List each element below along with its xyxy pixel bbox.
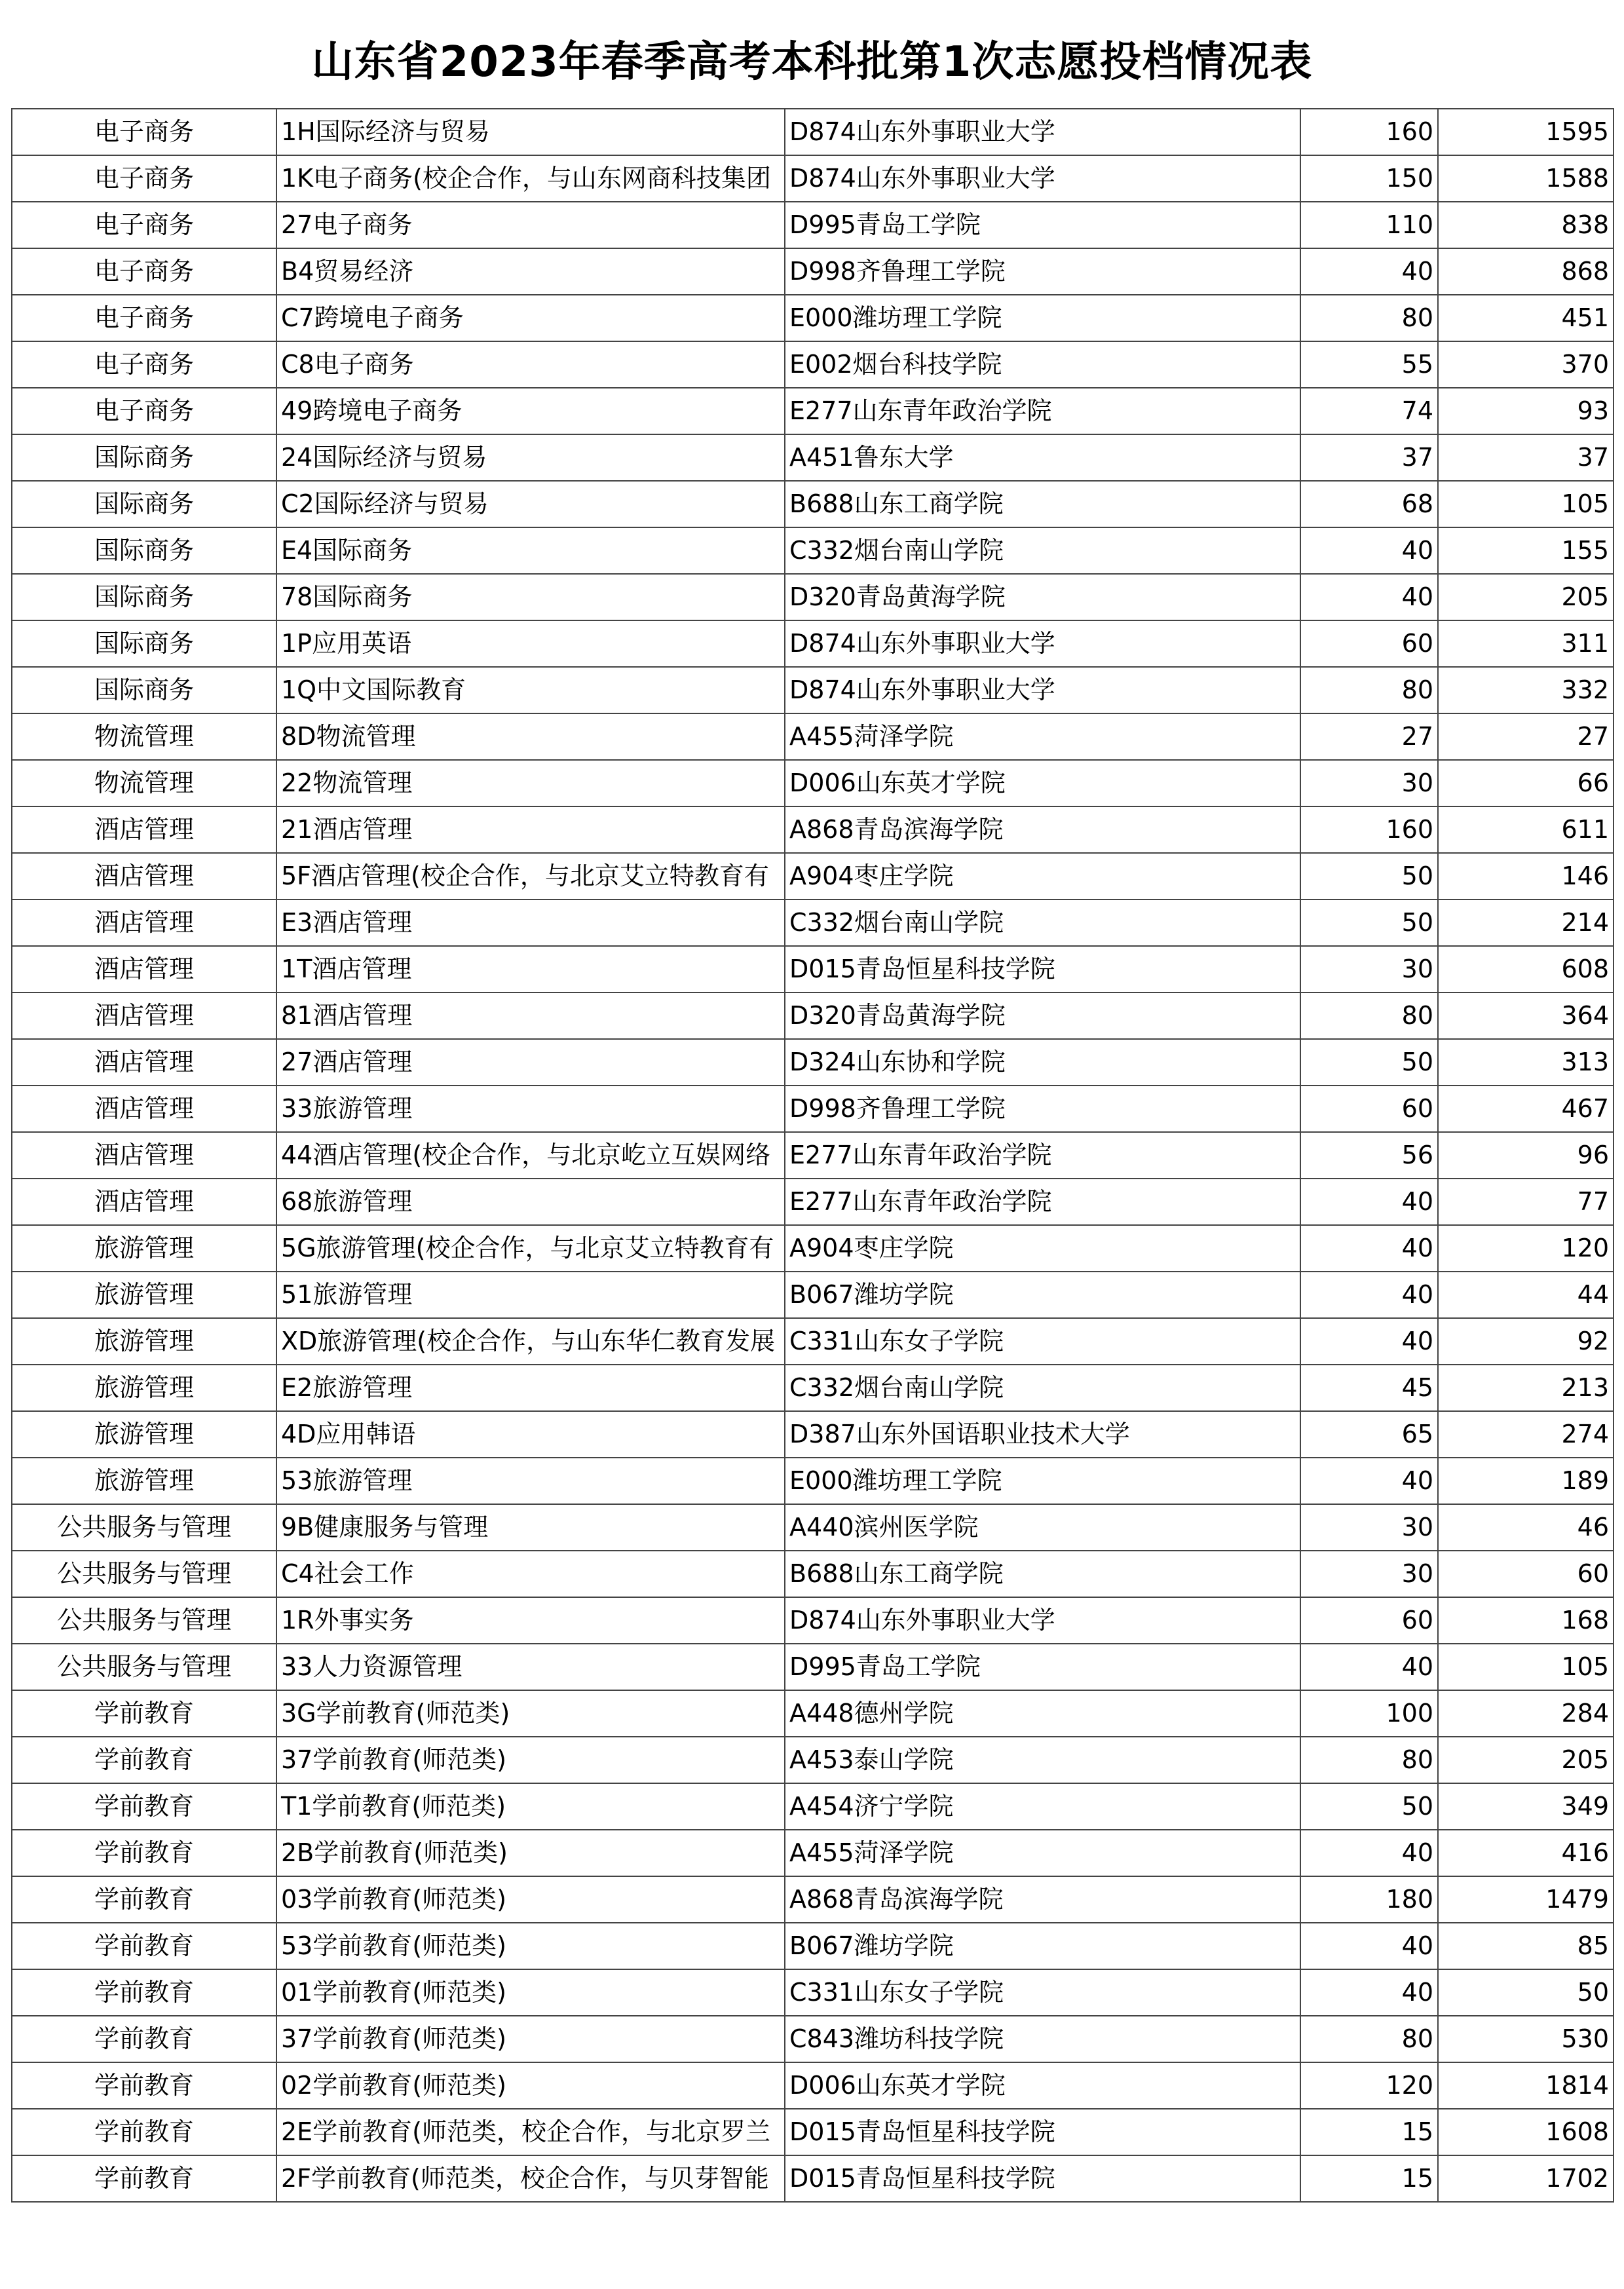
major-cell: 44酒店管理(校企合作，与北京屹立互娱网络 [276, 1132, 785, 1179]
table-row [12, 853, 1614, 899]
plan-count-cell: 50 [1300, 899, 1438, 946]
lowest-rank-cell: 530 [1438, 2016, 1614, 2062]
table-row [12, 574, 1614, 620]
table-row [12, 2016, 1614, 2062]
table-row [12, 388, 1614, 434]
major-cell: 21酒店管理 [276, 806, 785, 853]
plan-count-cell: 80 [1300, 2016, 1438, 2062]
major-cell: 24国际经济与贸易 [276, 434, 785, 481]
school-cell: D998齐鲁理工学院 [785, 248, 1300, 295]
category-cell: 电子商务 [12, 341, 276, 388]
table-row [12, 341, 1614, 388]
lowest-rank-cell: 611 [1438, 806, 1614, 853]
lowest-rank-cell: 105 [1438, 1644, 1614, 1690]
table-row [12, 1318, 1614, 1365]
category-cell: 学前教育 [12, 1783, 276, 1830]
plan-count-cell: 55 [1300, 341, 1438, 388]
lowest-rank-cell: 44 [1438, 1272, 1614, 1318]
major-cell: 27酒店管理 [276, 1039, 785, 1086]
lowest-rank-cell: 332 [1438, 667, 1614, 713]
table-row [12, 946, 1614, 993]
lowest-rank-cell: 311 [1438, 620, 1614, 667]
table-row [12, 2062, 1614, 2109]
school-cell: D874山东外事职业大学 [785, 667, 1300, 713]
category-cell: 国际商务 [12, 434, 276, 481]
lowest-rank-cell: 608 [1438, 946, 1614, 993]
school-cell: D320青岛黄海学院 [785, 574, 1300, 620]
school-cell: E277山东青年政治学院 [785, 388, 1300, 434]
plan-count-cell: 40 [1300, 1969, 1438, 2016]
table-row [12, 1876, 1614, 1923]
plan-count-cell: 56 [1300, 1132, 1438, 1179]
school-cell: D998齐鲁理工学院 [785, 1086, 1300, 1132]
lowest-rank-cell: 370 [1438, 341, 1614, 388]
category-cell: 酒店管理 [12, 853, 276, 899]
lowest-rank-cell: 96 [1438, 1132, 1614, 1179]
category-cell: 公共服务与管理 [12, 1551, 276, 1597]
category-cell: 旅游管理 [12, 1272, 276, 1318]
lowest-rank-cell: 50 [1438, 1969, 1614, 2016]
plan-count-cell: 40 [1300, 1830, 1438, 1876]
plan-count-cell: 37 [1300, 434, 1438, 481]
category-cell: 学前教育 [12, 2109, 276, 2155]
plan-count-cell: 40 [1300, 527, 1438, 574]
category-cell: 酒店管理 [12, 899, 276, 946]
school-cell: E000潍坊理工学院 [785, 295, 1300, 341]
table-row [12, 1272, 1614, 1318]
plan-count-cell: 150 [1300, 155, 1438, 202]
plan-count-cell: 30 [1300, 1504, 1438, 1551]
table-row [12, 1365, 1614, 1411]
category-cell: 旅游管理 [12, 1225, 276, 1272]
plan-count-cell: 60 [1300, 1597, 1438, 1644]
plan-count-cell: 60 [1300, 620, 1438, 667]
table-row [12, 1690, 1614, 1737]
lowest-rank-cell: 467 [1438, 1086, 1614, 1132]
school-cell: E002烟台科技学院 [785, 341, 1300, 388]
major-cell: 01学前教育(师范类) [276, 1969, 785, 2016]
school-cell: D015青岛恒星科技学院 [785, 946, 1300, 993]
lowest-rank-cell: 284 [1438, 1690, 1614, 1737]
school-cell: D324山东协和学院 [785, 1039, 1300, 1086]
school-cell: A448德州学院 [785, 1690, 1300, 1737]
school-cell: D320青岛黄海学院 [785, 993, 1300, 1039]
table-row [12, 1179, 1614, 1225]
school-cell: D874山东外事职业大学 [785, 1597, 1300, 1644]
major-cell: 78国际商务 [276, 574, 785, 620]
school-cell: D874山东外事职业大学 [785, 620, 1300, 667]
table-row [12, 1551, 1614, 1597]
table-row [12, 1132, 1614, 1179]
lowest-rank-cell: 416 [1438, 1830, 1614, 1876]
lowest-rank-cell: 77 [1438, 1179, 1614, 1225]
lowest-rank-cell: 85 [1438, 1923, 1614, 1969]
plan-count-cell: 15 [1300, 2109, 1438, 2155]
plan-count-cell: 45 [1300, 1365, 1438, 1411]
table-row [12, 1039, 1614, 1086]
table-row [12, 667, 1614, 713]
school-cell: E277山东青年政治学院 [785, 1179, 1300, 1225]
plan-count-cell: 80 [1300, 993, 1438, 1039]
plan-count-cell: 40 [1300, 1923, 1438, 1969]
plan-count-cell: 40 [1300, 1272, 1438, 1318]
major-cell: 1T酒店管理 [276, 946, 785, 993]
plan-count-cell: 40 [1300, 1179, 1438, 1225]
category-cell: 学前教育 [12, 1969, 276, 2016]
school-cell: B688山东工商学院 [785, 1551, 1300, 1597]
school-cell: A904枣庄学院 [785, 853, 1300, 899]
category-cell: 公共服务与管理 [12, 1504, 276, 1551]
school-cell: A455菏泽学院 [785, 1830, 1300, 1876]
table-row [12, 993, 1614, 1039]
school-cell: C331山东女子学院 [785, 1318, 1300, 1365]
category-cell: 电子商务 [12, 109, 276, 155]
table-row [12, 1597, 1614, 1644]
category-cell: 学前教育 [12, 1737, 276, 1783]
category-cell: 学前教育 [12, 2155, 276, 2202]
major-cell: 2B学前教育(师范类) [276, 1830, 785, 1876]
plan-count-cell: 100 [1300, 1690, 1438, 1737]
school-cell: A904枣庄学院 [785, 1225, 1300, 1272]
table-row [12, 1411, 1614, 1458]
major-cell: 22物流管理 [276, 760, 785, 806]
major-cell: 4D应用韩语 [276, 1411, 785, 1458]
major-cell: 27电子商务 [276, 202, 785, 248]
school-cell: A455菏泽学院 [785, 713, 1300, 760]
plan-count-cell: 50 [1300, 1039, 1438, 1086]
school-cell: A440滨州医学院 [785, 1504, 1300, 1551]
plan-count-cell: 74 [1300, 388, 1438, 434]
school-cell: A453泰山学院 [785, 1737, 1300, 1783]
school-cell: B688山东工商学院 [785, 481, 1300, 527]
major-cell: 81酒店管理 [276, 993, 785, 1039]
category-cell: 学前教育 [12, 2062, 276, 2109]
major-cell: E4国际商务 [276, 527, 785, 574]
major-cell: E3酒店管理 [276, 899, 785, 946]
table-body [12, 109, 1614, 2202]
lowest-rank-cell: 93 [1438, 388, 1614, 434]
plan-count-cell: 40 [1300, 1458, 1438, 1504]
lowest-rank-cell: 205 [1438, 574, 1614, 620]
major-cell: 37学前教育(师范类) [276, 2016, 785, 2062]
school-cell: C332烟台南山学院 [785, 1365, 1300, 1411]
table-row [12, 295, 1614, 341]
category-cell: 国际商务 [12, 574, 276, 620]
lowest-rank-cell: 189 [1438, 1458, 1614, 1504]
plan-count-cell: 68 [1300, 481, 1438, 527]
category-cell: 学前教育 [12, 1690, 276, 1737]
plan-count-cell: 40 [1300, 1644, 1438, 1690]
plan-count-cell: 160 [1300, 806, 1438, 853]
table-row [12, 155, 1614, 202]
school-cell: D015青岛恒星科技学院 [785, 2109, 1300, 2155]
major-cell: B4贸易经济 [276, 248, 785, 295]
category-cell: 公共服务与管理 [12, 1644, 276, 1690]
plan-count-cell: 50 [1300, 853, 1438, 899]
lowest-rank-cell: 27 [1438, 713, 1614, 760]
plan-count-cell: 30 [1300, 760, 1438, 806]
category-cell: 旅游管理 [12, 1318, 276, 1365]
major-cell: 1Q中文国际教育 [276, 667, 785, 713]
category-cell: 电子商务 [12, 155, 276, 202]
category-cell: 国际商务 [12, 527, 276, 574]
plan-count-cell: 160 [1300, 109, 1438, 155]
table-row [12, 109, 1614, 155]
lowest-rank-cell: 120 [1438, 1225, 1614, 1272]
category-cell: 国际商务 [12, 667, 276, 713]
school-cell: D995青岛工学院 [785, 202, 1300, 248]
category-cell: 电子商务 [12, 388, 276, 434]
lowest-rank-cell: 205 [1438, 1737, 1614, 1783]
plan-count-cell: 30 [1300, 946, 1438, 993]
category-cell: 酒店管理 [12, 1179, 276, 1225]
table-row [12, 1504, 1614, 1551]
plan-count-cell: 50 [1300, 1783, 1438, 1830]
school-cell: D387山东外国语职业技术大学 [785, 1411, 1300, 1458]
school-cell: D006山东英才学院 [785, 2062, 1300, 2109]
lowest-rank-cell: 1595 [1438, 109, 1614, 155]
lowest-rank-cell: 214 [1438, 899, 1614, 946]
major-cell: 9B健康服务与管理 [276, 1504, 785, 1551]
school-cell: A451鲁东大学 [785, 434, 1300, 481]
category-cell: 物流管理 [12, 760, 276, 806]
major-cell: 49跨境电子商务 [276, 388, 785, 434]
school-cell: A868青岛滨海学院 [785, 1876, 1300, 1923]
category-cell: 酒店管理 [12, 946, 276, 993]
lowest-rank-cell: 313 [1438, 1039, 1614, 1086]
plan-count-cell: 120 [1300, 2062, 1438, 2109]
school-cell: D015青岛恒星科技学院 [785, 2155, 1300, 2202]
admission-table [11, 108, 1614, 2203]
lowest-rank-cell: 146 [1438, 853, 1614, 899]
school-cell: E000潍坊理工学院 [785, 1458, 1300, 1504]
category-cell: 旅游管理 [12, 1411, 276, 1458]
major-cell: C7跨境电子商务 [276, 295, 785, 341]
major-cell: 37学前教育(师范类) [276, 1737, 785, 1783]
school-cell: D874山东外事职业大学 [785, 109, 1300, 155]
page-title: 山东省2023年春季高考本科批第1次志愿投档情况表 [311, 38, 1313, 86]
category-cell: 酒店管理 [12, 1039, 276, 1086]
table-row [12, 1458, 1614, 1504]
school-cell: C332烟台南山学院 [785, 899, 1300, 946]
table-row [12, 2155, 1614, 2202]
table-row [12, 620, 1614, 667]
table-row [12, 202, 1614, 248]
plan-count-cell: 180 [1300, 1876, 1438, 1923]
major-cell: C4社会工作 [276, 1551, 785, 1597]
lowest-rank-cell: 66 [1438, 760, 1614, 806]
lowest-rank-cell: 1588 [1438, 155, 1614, 202]
plan-count-cell: 60 [1300, 1086, 1438, 1132]
category-cell: 物流管理 [12, 713, 276, 760]
table-row [12, 527, 1614, 574]
school-cell: C843潍坊科技学院 [785, 2016, 1300, 2062]
table-row [12, 434, 1614, 481]
category-cell: 电子商务 [12, 202, 276, 248]
lowest-rank-cell: 451 [1438, 295, 1614, 341]
category-cell: 酒店管理 [12, 1086, 276, 1132]
category-cell: 旅游管理 [12, 1458, 276, 1504]
major-cell: 03学前教育(师范类) [276, 1876, 785, 1923]
table-row [12, 1086, 1614, 1132]
plan-count-cell: 80 [1300, 667, 1438, 713]
plan-count-cell: 40 [1300, 248, 1438, 295]
lowest-rank-cell: 213 [1438, 1365, 1614, 1411]
lowest-rank-cell: 1479 [1438, 1876, 1614, 1923]
lowest-rank-cell: 168 [1438, 1597, 1614, 1644]
major-cell: 68旅游管理 [276, 1179, 785, 1225]
lowest-rank-cell: 92 [1438, 1318, 1614, 1365]
major-cell: 33人力资源管理 [276, 1644, 785, 1690]
school-cell: A868青岛滨海学院 [785, 806, 1300, 853]
table-row [12, 481, 1614, 527]
lowest-rank-cell: 1702 [1438, 2155, 1614, 2202]
major-cell: XD旅游管理(校企合作，与山东华仁教育发展 [276, 1318, 785, 1365]
school-cell: A454济宁学院 [785, 1783, 1300, 1830]
plan-count-cell: 40 [1300, 574, 1438, 620]
major-cell: 1H国际经济与贸易 [276, 109, 785, 155]
lowest-rank-cell: 364 [1438, 993, 1614, 1039]
table-row [12, 248, 1614, 295]
table-row [12, 1830, 1614, 1876]
major-cell: 8D物流管理 [276, 713, 785, 760]
school-cell: C332烟台南山学院 [785, 527, 1300, 574]
plan-count-cell: 30 [1300, 1551, 1438, 1597]
category-cell: 酒店管理 [12, 993, 276, 1039]
lowest-rank-cell: 37 [1438, 434, 1614, 481]
school-cell: D995青岛工学院 [785, 1644, 1300, 1690]
major-cell: 53旅游管理 [276, 1458, 785, 1504]
lowest-rank-cell: 838 [1438, 202, 1614, 248]
lowest-rank-cell: 868 [1438, 248, 1614, 295]
table-row [12, 899, 1614, 946]
lowest-rank-cell: 1814 [1438, 2062, 1614, 2109]
category-cell: 学前教育 [12, 1923, 276, 1969]
major-cell: 33旅游管理 [276, 1086, 785, 1132]
lowest-rank-cell: 105 [1438, 481, 1614, 527]
plan-count-cell: 15 [1300, 2155, 1438, 2202]
table-row [12, 1737, 1614, 1783]
major-cell: 5F酒店管理(校企合作，与北京艾立特教育有 [276, 853, 785, 899]
category-cell: 旅游管理 [12, 1365, 276, 1411]
table-row [12, 1923, 1614, 1969]
category-cell: 国际商务 [12, 481, 276, 527]
category-cell: 电子商务 [12, 248, 276, 295]
plan-count-cell: 40 [1300, 1318, 1438, 1365]
category-cell: 酒店管理 [12, 1132, 276, 1179]
major-cell: C2国际经济与贸易 [276, 481, 785, 527]
table-row [12, 1225, 1614, 1272]
category-cell: 学前教育 [12, 1876, 276, 1923]
major-cell: 1P应用英语 [276, 620, 785, 667]
category-cell: 电子商务 [12, 295, 276, 341]
category-cell: 学前教育 [12, 2016, 276, 2062]
school-cell: E277山东青年政治学院 [785, 1132, 1300, 1179]
major-cell: 1K电子商务(校企合作，与山东网商科技集团 [276, 155, 785, 202]
table-row [12, 806, 1614, 853]
lowest-rank-cell: 60 [1438, 1551, 1614, 1597]
category-cell: 公共服务与管理 [12, 1597, 276, 1644]
school-cell: C331山东女子学院 [785, 1969, 1300, 2016]
category-cell: 酒店管理 [12, 806, 276, 853]
major-cell: 2F学前教育(师范类，校企合作，与贝芽智能 [276, 2155, 785, 2202]
major-cell: C8电子商务 [276, 341, 785, 388]
school-cell: B067潍坊学院 [785, 1923, 1300, 1969]
major-cell: 53学前教育(师范类) [276, 1923, 785, 1969]
plan-count-cell: 65 [1300, 1411, 1438, 1458]
major-cell: 02学前教育(师范类) [276, 2062, 785, 2109]
major-cell: T1学前教育(师范类) [276, 1783, 785, 1830]
plan-count-cell: 80 [1300, 295, 1438, 341]
school-cell: D874山东外事职业大学 [785, 155, 1300, 202]
major-cell: 51旅游管理 [276, 1272, 785, 1318]
major-cell: 2E学前教育(师范类，校企合作，与北京罗兰 [276, 2109, 785, 2155]
lowest-rank-cell: 155 [1438, 527, 1614, 574]
lowest-rank-cell: 274 [1438, 1411, 1614, 1458]
table-row [12, 1783, 1614, 1830]
lowest-rank-cell: 1608 [1438, 2109, 1614, 2155]
school-cell: D006山东英才学院 [785, 760, 1300, 806]
category-cell: 国际商务 [12, 620, 276, 667]
table-row [12, 1969, 1614, 2016]
plan-count-cell: 27 [1300, 713, 1438, 760]
plan-count-cell: 110 [1300, 202, 1438, 248]
table-row [12, 713, 1614, 760]
table-row [12, 2109, 1614, 2155]
plan-count-cell: 80 [1300, 1737, 1438, 1783]
lowest-rank-cell: 349 [1438, 1783, 1614, 1830]
major-cell: 1R外事实务 [276, 1597, 785, 1644]
major-cell: 3G学前教育(师范类) [276, 1690, 785, 1737]
category-cell: 学前教育 [12, 1830, 276, 1876]
table-row [12, 760, 1614, 806]
table-row [12, 1644, 1614, 1690]
major-cell: E2旅游管理 [276, 1365, 785, 1411]
major-cell: 5G旅游管理(校企合作，与北京艾立特教育有 [276, 1225, 785, 1272]
plan-count-cell: 40 [1300, 1225, 1438, 1272]
lowest-rank-cell: 46 [1438, 1504, 1614, 1551]
school-cell: B067潍坊学院 [785, 1272, 1300, 1318]
